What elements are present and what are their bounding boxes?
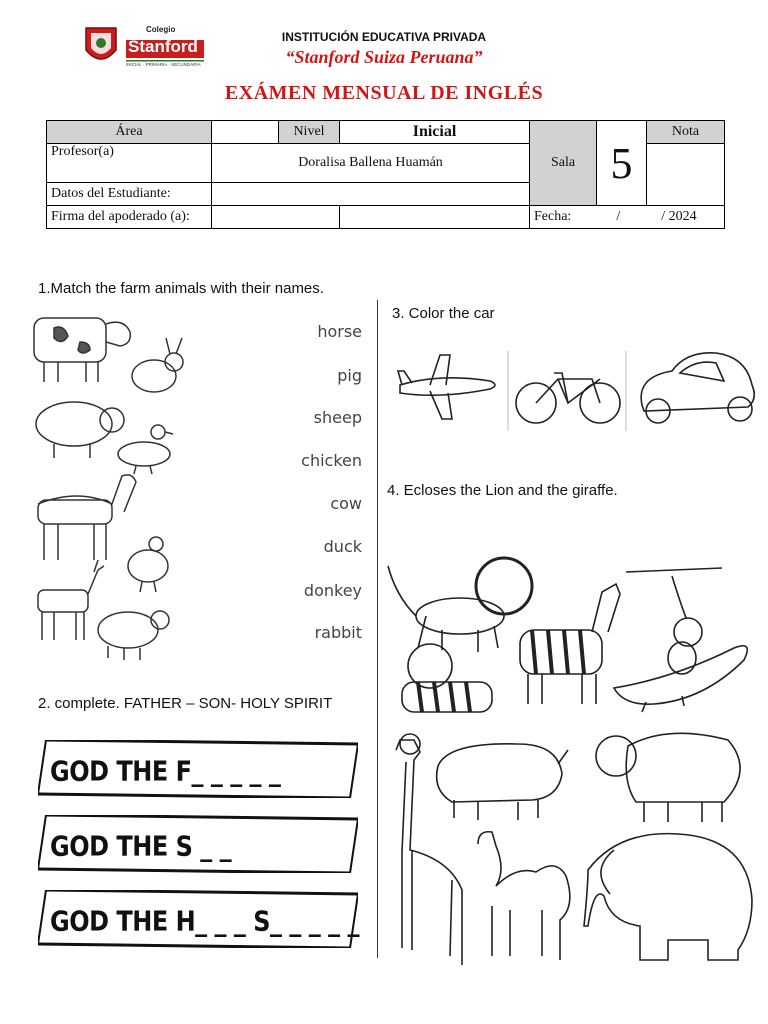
institution-label: INSTITUCIÓN EDUCATIVA PRIVADA <box>281 30 487 44</box>
tiger-icon <box>402 644 492 712</box>
school-name: “Stanford Suiza Peruana” <box>285 47 483 67</box>
fecha-cell[interactable] <box>530 206 725 229</box>
chicken-icon <box>128 537 168 592</box>
bicycle-icon <box>516 373 620 423</box>
monkey-icon <box>626 568 722 674</box>
bear-icon <box>596 733 740 822</box>
pig-icon <box>36 402 124 458</box>
nivel-label: Nivel <box>279 121 340 144</box>
sala-value: 5 <box>597 121 647 206</box>
q1-word-pig: pig <box>337 366 362 385</box>
q1-word-horse: horse <box>317 322 362 341</box>
cow-icon <box>34 318 130 382</box>
elephant-icon <box>584 834 752 960</box>
profesor-label: Profesor(a) <box>47 144 212 183</box>
camel-icon <box>478 832 570 960</box>
crocodile-icon <box>614 646 747 712</box>
answer-band-son[interactable] <box>38 815 358 873</box>
q1-word-rabbit: rabbit <box>314 623 362 642</box>
vehicles-image <box>390 345 760 435</box>
car-icon <box>641 353 754 423</box>
column-divider <box>377 300 378 958</box>
firma-field-2[interactable] <box>340 206 530 229</box>
answer-line-son: GOD THE S _ _ <box>50 830 232 863</box>
q2-title: 2. complete. FATHER – SON- HOLY SPIRIT <box>38 695 333 712</box>
fecha-sep-1: / <box>616 209 621 224</box>
logo-small-text: Colegio <box>146 25 176 34</box>
wild-animals-image <box>382 550 760 965</box>
fecha-label: Fecha: <box>534 209 572 224</box>
fecha-sep-2: / 2024 <box>661 209 697 224</box>
student-info-table <box>46 120 725 229</box>
q1-word-chicken: chicken <box>301 451 362 470</box>
q4-title: 4. Ecloses the Lion and the giraffe. <box>387 482 618 499</box>
profesor-value: Doralisa Ballena Huamán <box>212 144 530 183</box>
answer-band-holy-spirit[interactable] <box>38 890 358 948</box>
giraffe-icon <box>396 734 462 965</box>
answer-band-father[interactable] <box>38 740 358 798</box>
zebra-icon <box>520 584 620 704</box>
q1-word-cow: cow <box>330 494 362 513</box>
rabbit-icon <box>132 338 183 392</box>
donkey-icon <box>38 560 104 640</box>
q1-word-duck: duck <box>323 537 362 556</box>
exam-title: EXÁMEN MENSUAL DE INGLÉS <box>224 82 544 104</box>
firma-field[interactable] <box>212 206 340 229</box>
firma-label: Firma del apoderado (a): <box>47 206 212 229</box>
area-field[interactable] <box>212 121 279 144</box>
sheep-icon <box>98 611 169 660</box>
q1-word-sheep: sheep <box>313 408 362 427</box>
q3-title: 3. Color the car <box>392 305 495 322</box>
nota-field[interactable] <box>647 144 725 206</box>
area-label: Área <box>47 121 212 144</box>
lion-icon <box>388 558 532 652</box>
q1-word-donkey: donkey <box>303 581 362 600</box>
airplane-icon <box>398 355 495 419</box>
logo-name: Stanford <box>128 37 198 56</box>
logo-levels: INICIAL · PRIMARIA · SECUNDARIA <box>126 62 201 67</box>
rhino-icon <box>437 744 568 820</box>
horse-icon <box>38 475 136 560</box>
answer-line-father: GOD THE F_ _ _ _ _ <box>50 755 281 788</box>
sala-label: Sala <box>530 121 597 206</box>
datos-field[interactable] <box>212 183 530 206</box>
answer-line-holy-spirit: GOD THE H_ _ _ S_ _ _ _ _ <box>50 905 359 938</box>
duck-icon <box>118 425 173 474</box>
datos-label: Datos del Estudiante: <box>47 183 212 206</box>
farm-animals-image <box>24 304 204 674</box>
nota-label: Nota <box>647 121 725 144</box>
nivel-value: Inicial <box>340 121 530 144</box>
q1-title: 1.Match the farm animals with their names. <box>38 280 324 297</box>
